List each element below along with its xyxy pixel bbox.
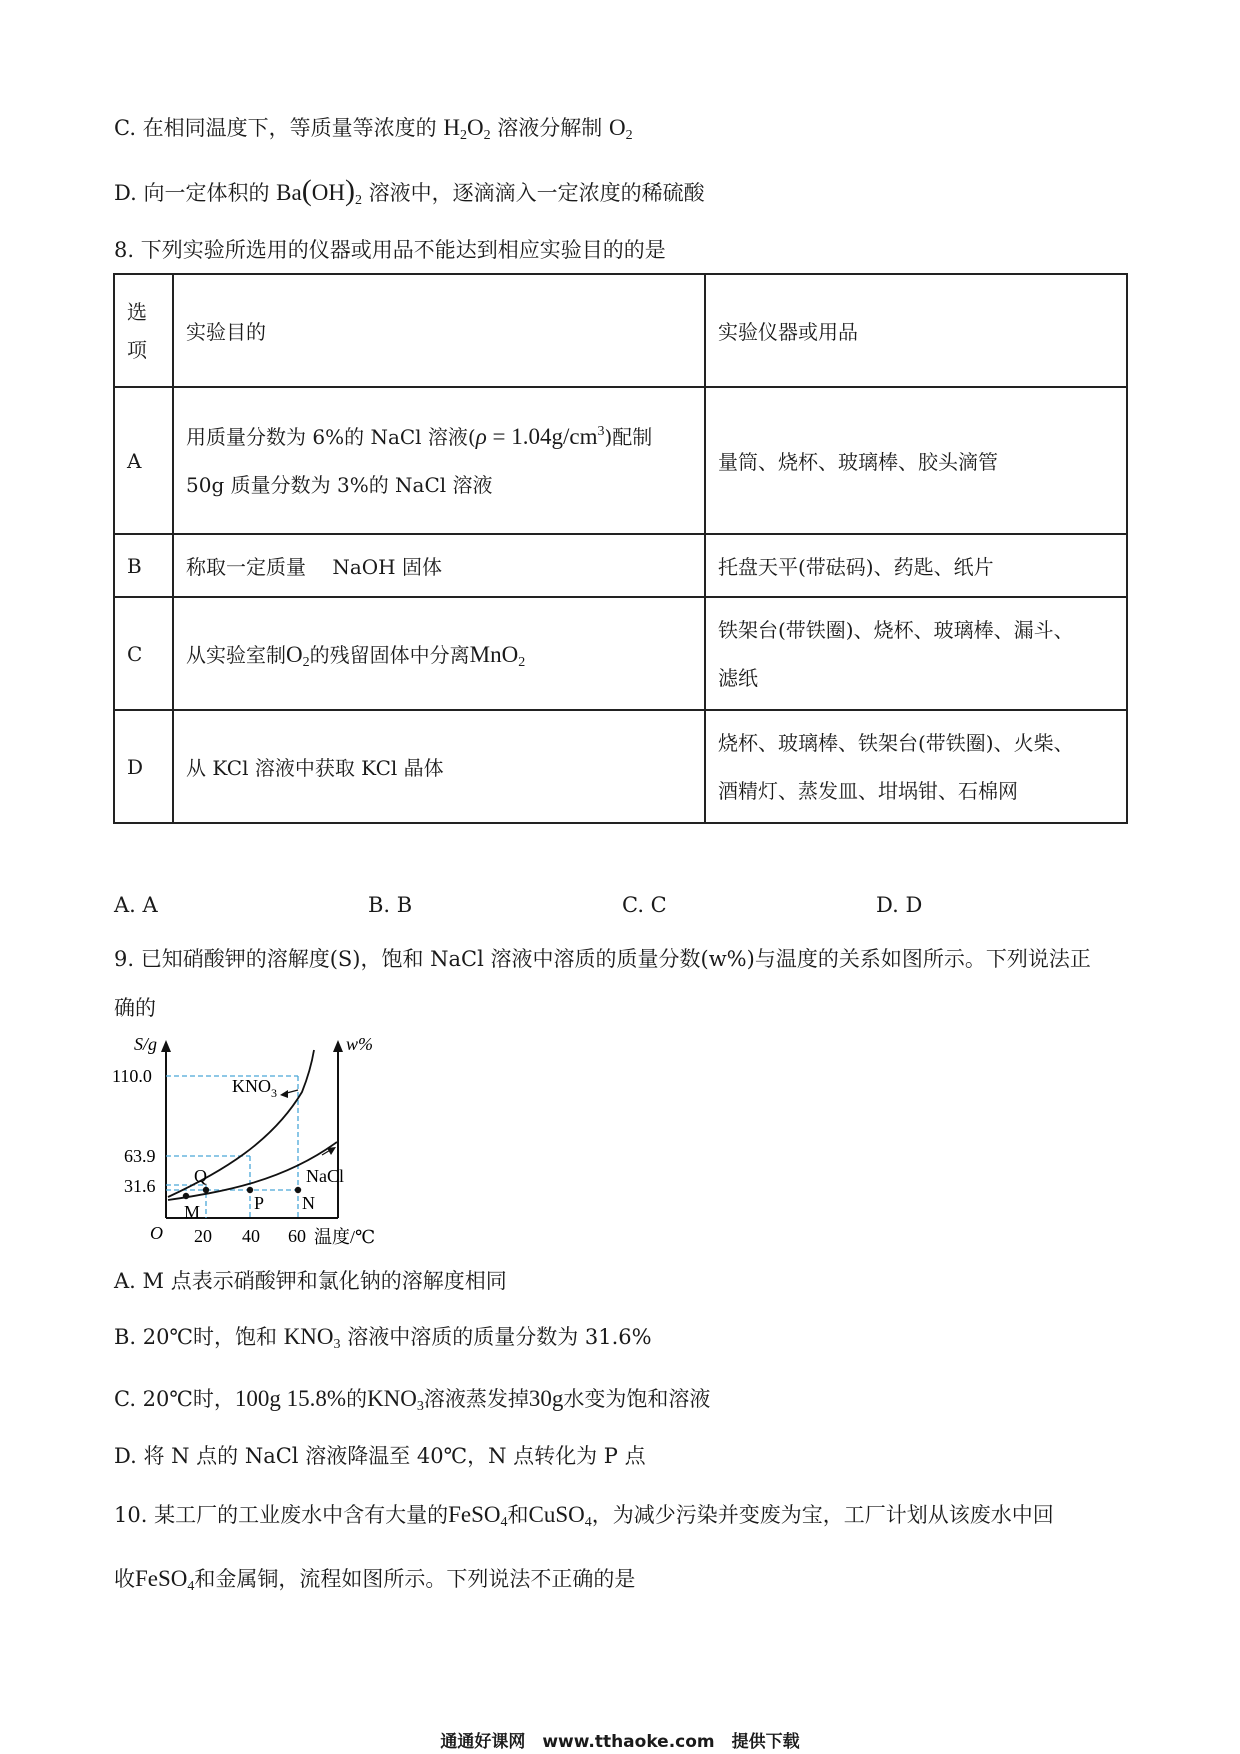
row-b-option: B	[114, 534, 173, 597]
table-row-d	[114, 710, 1127, 823]
origin-label: O	[150, 1223, 163, 1243]
table-row-b	[114, 534, 1127, 597]
label-m: M	[184, 1202, 201, 1222]
q8-stem: 8. 下列实验所选用的仪器或用品不能达到相应实验目的的是	[114, 238, 666, 262]
y-tick-63-9: 63.9	[124, 1146, 156, 1166]
q7-c-text: C. 在相同温度下，等质量等浓度的	[114, 116, 437, 140]
x-tick-60: 60	[288, 1226, 306, 1246]
baoh2-formula: $Ba(OH)_2$	[276, 174, 362, 208]
row-d-option: D	[114, 710, 173, 823]
q10-stem-2: 收FeSO$_4$和金属铜，流程如图所示。下列说法不正确的是	[114, 1566, 636, 1594]
row-d-instrument: 烧杯、玻璃棒、铁架台(带铁圈)、火柴、 酒精灯、蒸发皿、坩埚钳、石棉网	[705, 710, 1127, 823]
row-b-instrument: 托盘天平(带砝码)、药匙、纸片	[705, 534, 1127, 597]
q8-table	[113, 273, 1128, 824]
y-left-label: S/g	[134, 1034, 158, 1054]
page-footer: 通通好课网 www.tthaoke.com 提供下载	[440, 1732, 800, 1752]
label-p: P	[254, 1193, 265, 1213]
row-c-option: C	[114, 597, 173, 710]
label-n: N	[302, 1193, 315, 1213]
table-row-c	[114, 597, 1127, 710]
q9-stem-1: 9. 已知硝酸钾的溶解度(S)，饱和 NaCl 溶液中溶质的质量分数(w%)与温度的关系如图所示。下列说法正	[114, 947, 1091, 971]
y-tick-31-6: 31.6	[124, 1176, 156, 1196]
choice-a: A. A	[114, 893, 158, 917]
q9-option-b: B. 20℃时，饱和 $KNO_3$ 溶液中溶质的质量分数为 31.6%	[114, 1324, 652, 1352]
label-q: Q	[194, 1166, 207, 1186]
q9-option-a: A. M 点表示硝酸钾和氯化钠的溶解度相同	[114, 1269, 507, 1293]
x-label: 温度/℃	[314, 1227, 376, 1247]
y-tick-110: 110.0	[112, 1066, 152, 1086]
nacl-label: NaCl	[306, 1166, 344, 1186]
kno3-formula: $KNO_3$	[283, 1324, 341, 1352]
table-header-row	[114, 274, 1127, 387]
row-d-goal: 从 KCl 溶液中获取 KCl 晶体	[173, 710, 705, 823]
row-c-goal: 从实验室制$O_2$的残留固体中分离MnO$_2$	[173, 597, 705, 710]
y-axis-right-arrow	[333, 1040, 343, 1052]
row-b-goal: 称取一定质量 NaOH 固体	[173, 534, 705, 597]
q7-d-text: D. 向一定体积的	[114, 181, 270, 205]
h2o2-formula: $H_2O_2$	[443, 115, 491, 143]
point-n	[295, 1187, 301, 1193]
kno3-label: $KNO_3$	[232, 1076, 277, 1100]
o2-formula: $O_2$	[608, 115, 633, 143]
point-m	[183, 1193, 189, 1199]
table-row-a	[114, 387, 1127, 534]
q7-option-d	[114, 176, 705, 208]
header-goal: 实验目的	[173, 274, 705, 387]
choice-c: C. C	[622, 893, 667, 917]
choice-b: B. B	[368, 893, 413, 917]
row-a-goal: 用质量分数为 6%的 NaCl 溶液$(\rho = 1.04g/cm^3)$配制 50g 质量分数为 3%的 NaCl 溶液	[173, 387, 705, 534]
choice-d: D. D	[876, 893, 923, 917]
row-c-instrument: 铁架台(带铁圈)、烧杯、玻璃棒、漏斗、 滤纸	[705, 597, 1127, 710]
q7-d-text-2: 溶液中，逐滴滴入一定浓度的稀硫酸	[368, 181, 705, 205]
q7-option-c	[114, 113, 633, 143]
row-a-instrument: 量筒、烧杯、玻璃棒、胶头滴管	[705, 387, 1127, 534]
q9-option-d: D. 将 N 点的 NaCl 溶液降温至 40℃，N 点转化为 P 点	[114, 1444, 646, 1468]
q7-c-text-2: 溶液分解制	[497, 116, 603, 140]
header-instrument: 实验仪器或用品	[705, 274, 1127, 387]
y-right-label: w%	[346, 1034, 373, 1054]
x-tick-40: 40	[242, 1226, 260, 1246]
x-tick-20: 20	[194, 1226, 212, 1246]
point-p	[247, 1187, 253, 1193]
q9-stem-2: 确的	[114, 996, 156, 1020]
q9-option-c: C. 20℃时，100g 15.8%的$KNO_3$溶液蒸发掉30g水变为饱和溶液	[114, 1386, 711, 1414]
q10-stem-1: 10. 某工厂的工业废水中含有大量的FeSO$_4$和CuSO$_4$，为减少污染并变废为宝，工厂计划从该废水中回	[114, 1502, 1054, 1530]
solubility-graph	[112, 1032, 402, 1252]
row-a-option: A	[114, 387, 173, 534]
y-axis-left-arrow	[161, 1040, 171, 1052]
header-option: 选项	[114, 274, 173, 387]
point-q	[203, 1187, 209, 1193]
kno3-curve	[168, 1050, 314, 1197]
